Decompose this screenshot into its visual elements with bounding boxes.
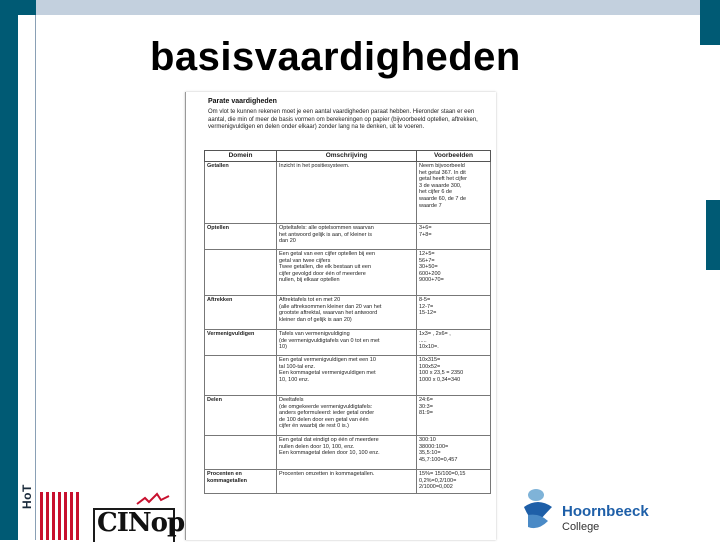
document-heading: Parate vaardigheden [208, 98, 277, 105]
row-description: Inzicht in het positiesysteem. [277, 162, 417, 224]
row-examples: 1x3= , 2x6= , ..... 10x10=. [417, 330, 491, 356]
left-accent-bar [0, 0, 18, 540]
table-row [205, 250, 491, 296]
table-header-row [205, 151, 491, 162]
table-row [205, 356, 491, 396]
col-header-examples: Voorbeelden [417, 151, 491, 162]
striped-logo [40, 492, 82, 540]
row-domain: Getallen [205, 162, 277, 224]
cinop-wordmark: CINop [97, 508, 185, 538]
cinop-logo [85, 490, 185, 540]
top-band [36, 0, 720, 15]
document-intro: Om vlot te kunnen rekenen moet je een aantal vaardigheden paraat hebben. Hieronder staan er een aantal, die min of meer de basis vormen om berekeningen op papier (bijvoorbeeld optellen, aftrekken, vermenigvuldigen en delen onder elkaar) zonder lang na te denken, uit te voeren. [208, 109, 478, 131]
table-row [205, 396, 491, 436]
row-domain [205, 356, 277, 396]
row-description: Tafels van vermenigvuldiging (de vermenigvuldigtafels van 0 tot en met 10) [277, 330, 417, 356]
hoornbeeck-mark-icon [518, 485, 562, 533]
row-examples: 15%= 15/100=0,15 0,2%=0,2/100= 2/1000=0,002 [417, 470, 491, 494]
row-examples: 8-5= 12-7= 15-12= [417, 296, 491, 330]
right-accent-strip-lower [706, 200, 720, 270]
row-domain [205, 250, 277, 296]
row-examples: 24:6= 30:3= 81:9= [417, 396, 491, 436]
row-domain: Delen [205, 396, 277, 436]
row-domain: Aftrekken [205, 296, 277, 330]
table-row [205, 330, 491, 356]
hoornbeeck-subtitle: College [562, 521, 600, 533]
table-row [205, 224, 491, 250]
row-examples: 300:10 38000:100= 35,5:10= 45,7:100=0,457 [417, 436, 491, 470]
left-accent-corner [0, 0, 36, 15]
hoornbeeck-name: Hoornbeeck [562, 503, 649, 520]
slide-title: basisvaardigheden [150, 35, 521, 79]
table-row [205, 162, 491, 224]
table-row [205, 436, 491, 470]
row-description: Procenten omzetten in kommagetallen. [277, 470, 417, 494]
row-domain: Vermenigvuldigen [205, 330, 277, 356]
row-domain [205, 436, 277, 470]
row-description: Opteltafels: alle optelsommen waarvan het antwoord gelijk is aan, of kleiner is dan 20 [277, 224, 417, 250]
table-row [205, 470, 491, 494]
brand-vertical-text: HoT [20, 484, 34, 510]
hoornbeeck-logo [518, 485, 698, 535]
skills-table [204, 150, 491, 494]
col-header-domain: Domein [205, 151, 277, 162]
row-description: Aftrektafels tot en met 20 (alle aftreksommen kleiner dan 20 van het grootste aftrektal, waarvan het antwoord kleiner dan of gelijk is aan 20) [277, 296, 417, 330]
row-description: Deeltafels (de omgekeerde vermenigvuldigtafels: anders geformuleerd: ieder getal onder de 100 delen door een getal van één cijfer én waarbij de rest 0 is.) [277, 396, 417, 436]
bird-icon [135, 492, 171, 508]
row-examples: 3+6= 7+8= [417, 224, 491, 250]
row-description: Een getal dat eindigt op één of meerdere nullen delen door 10, 100, enz. Een kommagetal delen door 10, 100 enz. [277, 436, 417, 470]
row-description: Een getal van een cijfer optellen bij een getal van twee cijfers Twee getallen, die elk bestaan uit een cijfer gevolgd door één of meerdere nullen, bij elkaar optellen [277, 250, 417, 296]
col-header-description: Omschrijving [277, 151, 417, 162]
right-accent-strip [700, 0, 720, 45]
row-description: Een getal vermenigvuldigen met een 10 tal 100-tal enz. Een kommagetal vermenigvuldigen met 10, 100 enz. [277, 356, 417, 396]
table-row [205, 296, 491, 330]
document-image [185, 92, 496, 540]
row-domain: Procenten en kommagetallen [205, 470, 277, 494]
row-domain: Optellen [205, 224, 277, 250]
row-examples: Neem bijvoorbeeld het getal 367. In dit getal heeft het cijfer 3 de waarde 300, het cijfer 6 de waarde 60, de 7 de waarde 7 [417, 162, 491, 224]
row-examples: 10x315= 100x52= 100 x 23,5 = 2350 1000 x 0,34=340 [417, 356, 491, 396]
row-examples: 12+5= 56+7= 30+50= 600+200 9000+70= [417, 250, 491, 296]
